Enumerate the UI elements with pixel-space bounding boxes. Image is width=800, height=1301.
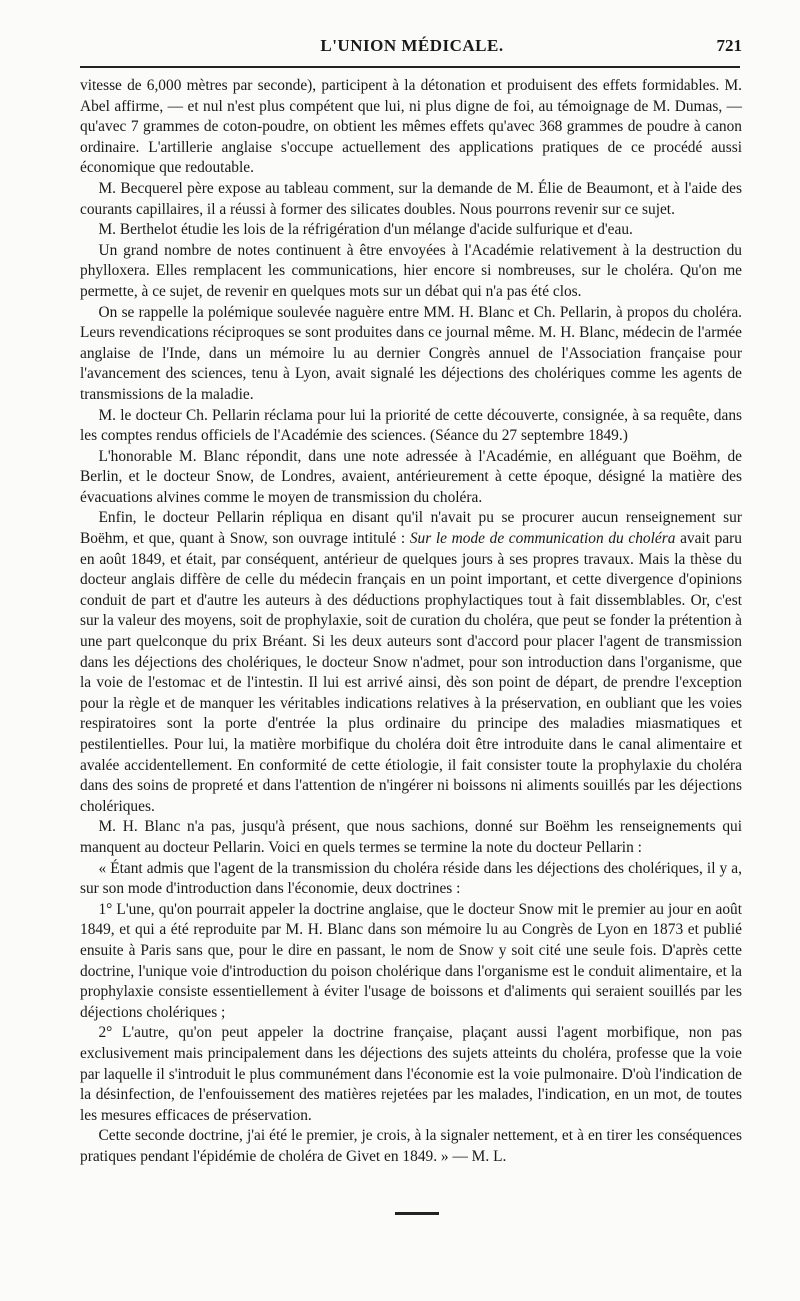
paragraph-text: avait paru en août 1849, et était, par conséquent, antérieur de quelques jours à ses propres travaux. Mais la thèse du docteur anglais diffère de celle du médecin français en un point important, et cette divergence d'opinions conduit de part et d'autre les auteurs à des déductions prophylactiques tout à fait dissemblables. Or, c'est sur la valeur des moyens, soit de prophylaxie, soit de curation du choléra, que peut se fonder la prétention à une part quelconque du prix Bréant. Si les deux auteurs sont d'accord pour placer l'agent de transmission dans les déjections des cholériques, le docteur Snow n'admet, pour son introduction dans l'organisme, que la voie de l'estomac et de l'intestin. Il lui est arrivé ainsi, dès son point de départ, de prendre l'exception pour la règle et de manquer les véritables indications relatives à la préservation, en oubliant que les voies respiratoires sont la porte d'entrée la plus ordinaire du principe des maladies miasmatiques et pestilentielles. Pour lui, la matière morbifique du choléra doit être introduite dans le canal alimentaire et avalée accidentellement. En conformité de cette étiologie, il fait consister toute la prophylaxie du choléra dans des soins de propreté et dans l'attention de n'ingérer ni boissons ni aliments souillés par les déjections cholériques. xyxy=(80,530,742,815)
paragraph: L'honorable M. Blanc répondit, dans une note adressée à l'Académie, en alléguant que Boëhm, de Berlin, et le docteur Snow, de Londres, avaient, antérieurement à cette époque, désigné la matière des évacuations alvines comme le moyen de transmission du choléra. xyxy=(80,447,742,506)
paragraph: M. H. Blanc n'a pas, jusqu'à présent, que nous sachions, donné sur Boëhm les renseignements qui manquent au docteur Pellarin. Voici en quels termes se termine la note du docteur Pellarin : xyxy=(80,818,742,856)
paragraph: M. le docteur Ch. Pellarin réclama pour lui la priorité de cette découverte, consignée, à sa requête, dans les comptes rendus officiels de l'Académie des sciences. (Séance du 27 septembre 1849.) xyxy=(80,406,742,445)
page-header xyxy=(82,30,742,64)
paragraph xyxy=(80,508,742,817)
cited-work-title: Sur le mode de communication du choléra xyxy=(409,530,676,548)
running-title: L'UNION MÉDICALE. xyxy=(320,36,504,55)
quotation-paragraph: 1° L'une, qu'on pourrait appeler la doctrine anglaise, que le docteur Snow mit le premier au jour en août 1849, et qui a été reproduite par M. H. Blanc dans son mémoire lu au Congrès de Lyon en 1873 et publié ensuite à Paris sans que, pour le dire en passant, le nom de Snow y soit cité une seule fois. D'après cette doctrine, l'unique voie d'introduction du poison cholérique dans l'organisme est le conduit alimentaire, et la prophylaxie consiste essentiellement à éviter l'usage de boissons et d'aliments qui seraient souillés par les déjections cholériques ; xyxy=(80,900,742,1021)
paragraph: vitesse de 6,000 mètres par seconde), participent à la détonation et produisent des effets formidables. M. Abel affirme, — et nul n'est plus compétent que lui, ni plus digne de foi, au témoignage de M. Dumas, — qu'avec 7 grammes de coton-poudre, on obtient les mêmes effets qu'avec 368 grammes de poudre à canon ordinaire. L'artillerie anglaise s'occupe actuellement des applications pratiques de ce procédé aussi économique que redoutable. xyxy=(80,77,742,177)
paragraph: Un grand nombre de notes continuent à être envoyées à l'Académie relativement à la destruction du phylloxera. Elles remplacent les communications, hier encore si nombreuses, sur le choléra. Qu'on me permette, à ce sujet, de revenir en quelques mots sur un débat qui n'a pas été clos. xyxy=(80,241,742,300)
quotation-paragraph: Cette seconde doctrine, j'ai été le premier, je crois, à la signaler nettement, et à en tirer les conséquences pratiques pendant l'épidémie de choléra de Givet en 1849. » — M. L. xyxy=(80,1127,742,1165)
article-body xyxy=(80,76,742,1167)
page-number: 721 xyxy=(716,36,742,55)
quotation-paragraph: 2° L'autre, qu'on peut appeler la doctrine française, plaçant aussi l'agent morbifique, non pas exclusivement mais principalement dans les déjections des sujets atteints du choléra, professe que la voie par laquelle il s'introduit le plus communément dans l'économie est la voie pulmonaire. D'où l'indication de la désinfection, de l'enfouissement des matières rejetées par les malades, l'indication, en un mot, de toutes les mesures efficaces de préservation. xyxy=(80,1024,742,1124)
header-rule xyxy=(80,66,740,68)
paragraph: On se rappelle la polémique soulevée naguère entre MM. H. Blanc et Ch. Pellarin, à propos du choléra. Leurs revendications réciproques se sont produites dans ce journal même. M. H. Blanc, médecin de l'armée anglaise de l'Inde, dans un mémoire lu au dernier Congrès annuel de l'Association française pour l'avancement des sciences, tenu à Lyon, avait signalé les déjections des cholériques comme les agents de transmissions de la maladie. xyxy=(80,303,742,403)
paragraph: M. Berthelot étudie les lois de la réfrigération d'un mélange d'acide sulfurique et d'eau. xyxy=(98,221,633,239)
quotation-paragraph: « Étant admis que l'agent de la transmission du choléra réside dans les déjections des cholériques, il y a, sur son mode d'introduction dans l'économie, deux doctrines : xyxy=(80,859,742,898)
paragraph-text: Enfin, le docteur Pellarin répliqua en disant qu'il n'avait pu se procurer aucun renseignement sur Boëhm, et que, quant à Snow, son ouvrage intitulé : xyxy=(80,509,742,548)
paragraph: M. Becquerel père expose au tableau comment, sur la demande de M. Élie de Beaumont, et à l'aide des courants capillaires, il a réussi à former des silicates doubles. Nous pourrons revenir sur ce sujet. xyxy=(80,179,742,218)
end-rule xyxy=(395,1212,439,1215)
